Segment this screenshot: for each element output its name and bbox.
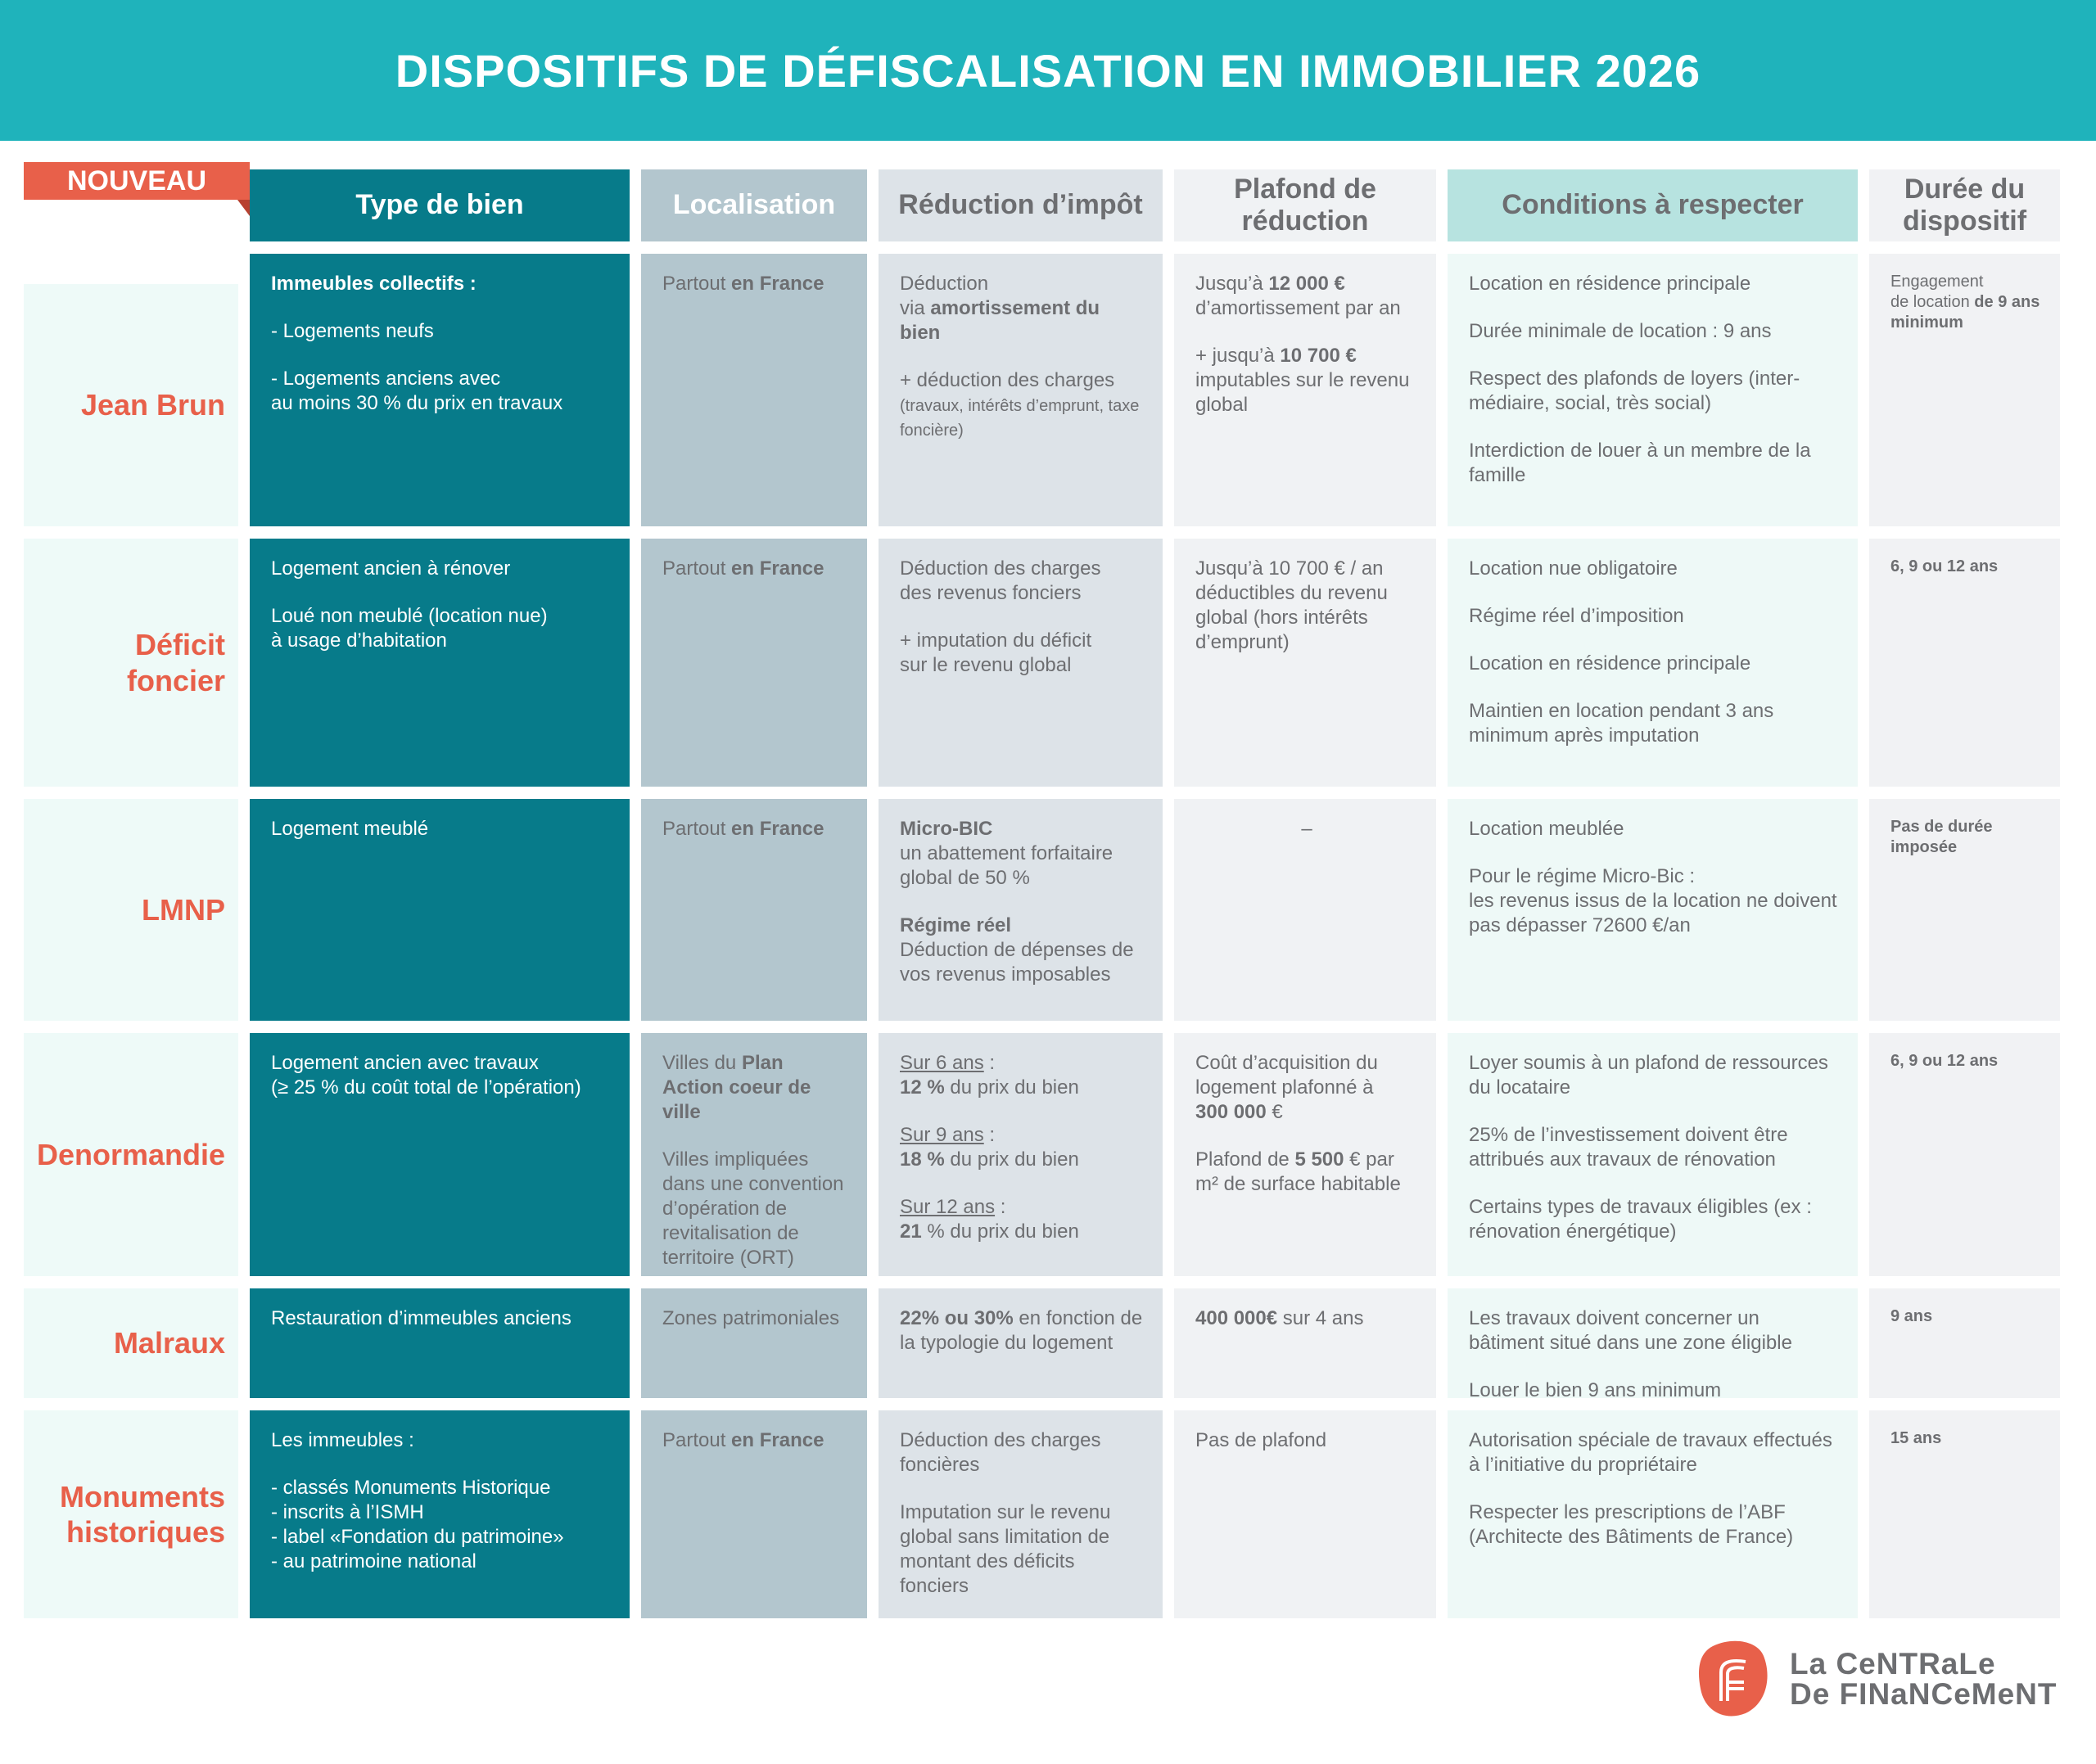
- text: Engagement de location: [1890, 273, 1984, 311]
- cell-paragraph: [1469, 699, 1840, 748]
- cell-paragraph: [1469, 319, 1840, 344]
- cell-reduction: [879, 539, 1163, 787]
- cell-localisation: [641, 254, 867, 526]
- cell-type-de-bien: [250, 1410, 630, 1618]
- text: Louer le bien 9 ans minimum: [1469, 1379, 1722, 1401]
- cell-reduction: [879, 1033, 1163, 1276]
- cell-localisation: [641, 1033, 867, 1276]
- text: en fonction de la typologie du logement: [900, 1307, 1143, 1354]
- cell-paragraph: [900, 1051, 1145, 1100]
- text: Location meublée: [1469, 818, 1624, 840]
- bold-text: Micro-BIC: [900, 818, 993, 840]
- text: Interdiction de louer à un membre de la famille: [1469, 440, 1811, 486]
- text: Les immeubles :: [271, 1429, 414, 1451]
- text: :: [1000, 1196, 1006, 1218]
- table-corner: [24, 169, 238, 241]
- row-label: LMNP: [24, 799, 238, 1021]
- cell-paragraph: [271, 1476, 612, 1574]
- cell-paragraph: [900, 368, 1145, 442]
- cell-paragraph: [271, 367, 612, 416]
- cell-reduction: [879, 799, 1163, 1021]
- cell-paragraph: [1890, 817, 2042, 858]
- cell-paragraph: [1469, 367, 1840, 416]
- cell-reduction: [879, 1288, 1163, 1398]
- cell-paragraph: [271, 1051, 612, 1100]
- cell-paragraph: [1195, 1148, 1418, 1197]
- bold-text: 300 000: [1195, 1101, 1267, 1123]
- cell-conditions: [1448, 1410, 1858, 1618]
- text: Logement ancien à rénover: [271, 557, 511, 580]
- bold-text: 12 %: [900, 1076, 945, 1099]
- text: Location nue obligatoire: [1469, 557, 1678, 580]
- text: du prix du bien: [944, 1148, 1079, 1171]
- cell-paragraph: [900, 1306, 1145, 1356]
- bold-text: amortissement du bien: [900, 297, 1100, 344]
- cell-plafond: [1174, 254, 1436, 526]
- cell-plafond: [1174, 799, 1436, 1021]
- text: Durée minimale de location : 9 ans: [1469, 320, 1772, 342]
- text: Déduction de dépenses de vos revenus imposables: [900, 939, 1134, 986]
- cell-type-de-bien: [250, 799, 630, 1021]
- cell-localisation: [641, 1288, 867, 1398]
- text: Zones patrimoniales: [662, 1307, 840, 1329]
- text: % du prix du bien: [921, 1220, 1079, 1243]
- bold-text: 6, 9 ou 12 ans: [1890, 1052, 1999, 1070]
- logo-text: [1790, 1649, 2058, 1709]
- text: - classés Monuments Historique - inscrits à l’ISMH - label «Fondation du patrimoine» - au patrimoine national: [271, 1477, 564, 1572]
- text: Jusqu’à 10 700 € / an déductibles du revenu global (hors intérêts d’emprunt): [1195, 557, 1388, 653]
- cell-paragraph: [662, 1428, 849, 1453]
- text: + déduction des charges: [900, 369, 1115, 391]
- bold-text: de 9 ans minimum: [1890, 293, 2040, 332]
- cell-paragraph: [1890, 557, 2042, 577]
- text: Respect des plafonds de loyers (inter-médiaire, social, très social): [1469, 368, 1800, 414]
- cell-paragraph: [1469, 439, 1840, 488]
- cell-type-de-bien: [250, 1288, 630, 1398]
- text: Villes du: [662, 1052, 742, 1074]
- header-reduction: Réduction d’impôt: [879, 169, 1163, 241]
- row-label: Denormandie: [24, 1033, 238, 1276]
- text: Logement ancien avec travaux (≥ 25 % du coût total de l’opération): [271, 1052, 581, 1099]
- cell-conditions: [1448, 254, 1858, 526]
- header-plafond: Plafond de réduction: [1174, 169, 1436, 241]
- cell-paragraph: [1469, 272, 1840, 296]
- cell-localisation: [641, 799, 867, 1021]
- cell-paragraph: [1469, 557, 1840, 581]
- cell-paragraph: [1469, 1428, 1840, 1478]
- comparison-table: [24, 169, 2060, 1618]
- header-localisation: Localisation: [641, 169, 867, 241]
- logo-f-icon: [1696, 1640, 1770, 1718]
- header-conditions: Conditions à respecter: [1448, 169, 1858, 241]
- text: Respecter les prescriptions de l’ABF (Architecte des Bâtiments de France): [1469, 1501, 1794, 1548]
- cell-paragraph: [1195, 1051, 1418, 1125]
- text: + imputation du déficit sur le revenu global: [900, 629, 1092, 676]
- cell-paragraph: [900, 1428, 1145, 1478]
- cell-paragraph: [662, 817, 849, 841]
- cell-reduction: [879, 254, 1163, 526]
- cell-paragraph: [900, 557, 1145, 606]
- cell-paragraph: [1469, 864, 1840, 938]
- row-label: Monuments historiques: [24, 1410, 238, 1618]
- text: Partout: [662, 1429, 732, 1451]
- bold-text: en France: [731, 273, 824, 295]
- bold-text: 22% ou 30%: [900, 1307, 1014, 1329]
- text: Coût d’acquisition du logement plafonné à: [1195, 1052, 1378, 1099]
- cell-paragraph: [662, 1051, 849, 1125]
- text: - Logements neufs: [271, 320, 434, 342]
- text: Partout: [662, 818, 732, 840]
- text: Partout: [662, 557, 732, 580]
- logo-line-1: La CeNTRaLe: [1790, 1647, 1996, 1681]
- cell-paragraph: [900, 1500, 1145, 1599]
- header-duree: Durée du dispositif: [1869, 169, 2060, 241]
- bold-text: 18 %: [900, 1148, 945, 1171]
- cell-paragraph: [1195, 557, 1418, 655]
- text: + jusqu’à: [1195, 345, 1281, 367]
- bold-text: en France: [731, 557, 824, 580]
- text: Logement meublé: [271, 818, 429, 840]
- text: :: [989, 1052, 996, 1074]
- title-banner: [0, 0, 2096, 141]
- text: d’amortissement par an: [1195, 297, 1401, 319]
- text: Sur 12 ans: [900, 1196, 996, 1218]
- text: Location en résidence principale: [1469, 652, 1751, 674]
- cell-paragraph: [271, 817, 612, 841]
- cell-paragraph: [900, 272, 1145, 345]
- cell-reduction: [879, 1410, 1163, 1618]
- bold-text: 5 500: [1294, 1148, 1344, 1171]
- text: Déduction des charges foncières: [900, 1429, 1101, 1476]
- cell-paragraph: [1195, 1306, 1418, 1331]
- cell-paragraph: [1890, 1306, 2042, 1327]
- cell-paragraph: [900, 914, 1145, 987]
- bold-text: en France: [731, 1429, 824, 1451]
- cell-paragraph: [1890, 1051, 2042, 1071]
- text: Autorisation spéciale de travaux effectués à l’initiative du propriétaire: [1469, 1429, 1832, 1476]
- cell-paragraph: [900, 1123, 1145, 1172]
- bold-text: 6, 9 ou 12 ans: [1890, 557, 1999, 575]
- text: Sur 6 ans: [900, 1052, 984, 1074]
- text: Déduction via: [900, 273, 989, 319]
- cell-localisation: [641, 1410, 867, 1618]
- cell-conditions: [1448, 1033, 1858, 1276]
- row-label: Jean Brun: [24, 284, 238, 526]
- text: Sur 9 ans: [900, 1124, 984, 1146]
- cell-paragraph: [662, 1306, 849, 1331]
- text: Restauration d’immeubles anciens: [271, 1307, 571, 1329]
- bold-text: 21: [900, 1220, 922, 1243]
- text: sur 4 ans: [1277, 1307, 1364, 1329]
- row-label: Malraux: [24, 1288, 238, 1398]
- text: :: [989, 1124, 996, 1146]
- text: Les travaux doivent concerner un bâtiment situé dans une zone éligible: [1469, 1307, 1792, 1354]
- text: imputables sur le revenu global: [1195, 369, 1410, 416]
- cell-paragraph: [271, 557, 612, 581]
- cell-paragraph: [271, 1428, 612, 1453]
- bold-text: 400 000€: [1195, 1307, 1278, 1329]
- cell-conditions: [1448, 799, 1858, 1021]
- text: Loyer soumis à un plafond de ressources du locataire: [1469, 1052, 1828, 1099]
- bold-text: Régime réel: [900, 914, 1012, 936]
- text: Imputation sur le revenu global sans limitation de montant des déficits fonciers: [900, 1501, 1111, 1597]
- cell-paragraph: [271, 1306, 612, 1331]
- cell-paragraph: [1195, 1428, 1418, 1453]
- cell-paragraph: [1890, 272, 2042, 333]
- cell-localisation: [641, 539, 867, 787]
- cell-paragraph: [1469, 1195, 1840, 1244]
- text: € par m² de surface habitable: [1195, 1148, 1401, 1195]
- bold-text: Pas de durée imposée: [1890, 818, 1993, 856]
- cell-type-de-bien: [250, 1033, 630, 1276]
- text: Régime réel d’imposition: [1469, 605, 1684, 627]
- text: (travaux, intérêts d’emprunt, taxe foncière): [900, 397, 1140, 440]
- cell-duree: [1869, 1033, 2060, 1276]
- cell-duree: [1869, 1410, 2060, 1618]
- cell-paragraph: [1195, 272, 1418, 321]
- text: Maintien en location pendant 3 ans minimum après imputation: [1469, 700, 1774, 747]
- bold-text: 9 ans: [1890, 1307, 1933, 1325]
- text: - Logements anciens avec au moins 30 % du prix en travaux: [271, 368, 563, 414]
- cell-paragraph: [1469, 604, 1840, 629]
- bold-text: en France: [731, 818, 824, 840]
- row-label: Déficit foncier: [24, 539, 238, 787]
- text: Plafond de: [1195, 1148, 1295, 1171]
- bold-text: Plan Action coeur de ville: [662, 1052, 811, 1123]
- text: Jusqu’à: [1195, 273, 1269, 295]
- cell-paragraph: [662, 272, 849, 296]
- cell-paragraph: [1469, 1123, 1840, 1172]
- text: Pas de plafond: [1195, 1429, 1327, 1451]
- cell-type-de-bien: [250, 539, 630, 787]
- text: Loué non meublé (location nue) à usage d’habitation: [271, 605, 548, 652]
- cell-duree: [1869, 254, 2060, 526]
- company-logo: [1696, 1640, 2058, 1718]
- cell-paragraph: [1469, 817, 1840, 841]
- text: Villes impliquées dans une convention d’opération de revitalisation de territoire (ORT): [662, 1148, 844, 1269]
- text: 25% de l’investissement doivent être attribués aux travaux de rénovation: [1469, 1124, 1788, 1171]
- cell-duree: [1869, 539, 2060, 787]
- bold-text: 10 700 €: [1280, 345, 1357, 367]
- cell-paragraph: [1469, 1378, 1840, 1403]
- new-badge: NOUVEAU: [24, 162, 250, 200]
- text: Certains types de travaux éligibles (ex : rénovation énergétique): [1469, 1196, 1812, 1243]
- cell-paragraph: [662, 557, 849, 581]
- cell-paragraph: [1469, 1306, 1840, 1356]
- cell-paragraph: [1195, 817, 1418, 841]
- cell-conditions: [1448, 539, 1858, 787]
- header-type: Type de bien: [250, 169, 630, 241]
- page-title: DISPOSITIFS DE DÉFISCALISATION EN IMMOBILIER 2026: [395, 44, 1701, 97]
- bold-text: 12 000 €: [1268, 273, 1345, 295]
- cell-plafond: [1174, 1033, 1436, 1276]
- cell-plafond: [1174, 539, 1436, 787]
- text: Partout: [662, 273, 732, 295]
- cell-paragraph: [1890, 1428, 2042, 1449]
- text: Déduction des charges des revenus fonciers: [900, 557, 1101, 604]
- cell-paragraph: [900, 817, 1145, 891]
- cell-paragraph: [271, 604, 612, 653]
- cell-plafond: [1174, 1410, 1436, 1618]
- bold-text: Immeubles collectifs :: [271, 273, 477, 295]
- cell-paragraph: [271, 272, 612, 296]
- cell-type-de-bien: [250, 254, 630, 526]
- cell-paragraph: [1469, 652, 1840, 676]
- text: Pour le régime Micro-Bic : les revenus issus de la location ne doivent pas dépasser 72600 €/an: [1469, 865, 1837, 936]
- cell-paragraph: [271, 319, 612, 344]
- text: du prix du bien: [944, 1076, 1079, 1099]
- cell-paragraph: [900, 629, 1145, 678]
- cell-paragraph: [1469, 1500, 1840, 1550]
- cell-duree: [1869, 1288, 2060, 1398]
- cell-duree: [1869, 799, 2060, 1021]
- cell-paragraph: [900, 1195, 1145, 1244]
- text: €: [1266, 1101, 1283, 1123]
- cell-plafond: [1174, 1288, 1436, 1398]
- logo-line-2: De FINaNCeMeNT: [1790, 1677, 2058, 1711]
- text: un abattement forfaitaire global de 50 %: [900, 842, 1114, 889]
- text: –: [1301, 818, 1312, 840]
- cell-paragraph: [662, 1148, 849, 1270]
- text: Location en résidence principale: [1469, 273, 1751, 295]
- cell-conditions: [1448, 1288, 1858, 1401]
- cell-paragraph: [1469, 1051, 1840, 1100]
- cell-paragraph: [1195, 344, 1418, 417]
- bold-text: 15 ans: [1890, 1429, 1942, 1447]
